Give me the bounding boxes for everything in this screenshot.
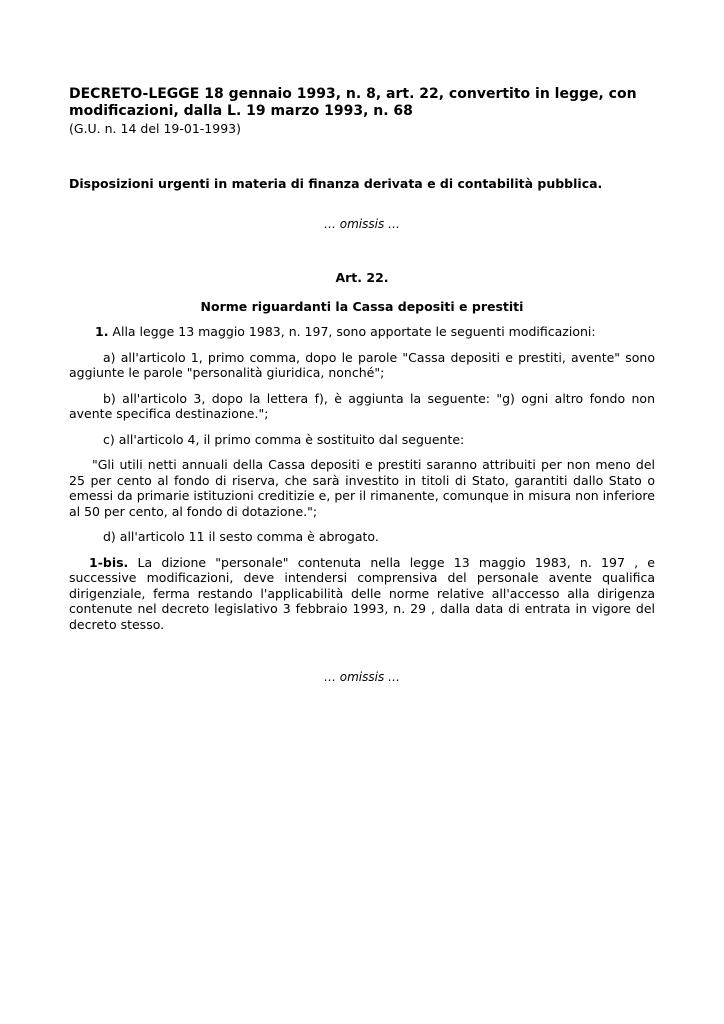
article-title: Norme riguardanti la Cassa depositi e prestiti (200, 299, 524, 314)
quoted-replacement-text: "Gli utili netti annuali della Cassa depositi e prestiti saranno attribuiti per non meno del 25 per cento al fondo di riserva, che sarà investito in titoli di Stato, garantiti dallo Stato o emessi da primarie istituzioni creditizie e, per il rimanente, comunque in misura non inferiore al 50 per cento, al fondo di dotazione."; (69, 457, 655, 519)
paragraph-c: c) all'articolo 4, il primo comma è sostituito dal seguente: (103, 431, 465, 447)
decree-subject: Disposizioni urgenti in materia di finanza derivata e di contabilità pubblica. (69, 176, 603, 191)
paragraph-1-bis (69, 555, 655, 633)
paragraph-1 (69, 324, 655, 340)
paragraph-1-bis-text: La dizione "personale" contenuta nella legge 13 maggio 1983, n. 197 , e successive modificazioni, deve intendersi comprensiva del personale avente qualifica dirigenziale, ferma restando l'applicabilità delle norme relative all'accesso alla dirigenza contenute nel decreto legislativo 3 febbraio 1993, n. 29 , dalla data di entrata in vigore del decreto stesso. (69, 554, 655, 632)
document-title: DECRETO-LEGGE 18 gennaio 1993, n. 8, art. 22, convertito in legge, con modificazioni, dalla L. 19 marzo 1993, n. 68 (69, 86, 637, 119)
paragraph-1-bis-number: 1-bis. (89, 554, 129, 570)
gazette-reference: (G.U. n. 14 del 19-01-1993) (69, 121, 241, 136)
omissis-bottom: … omissis … (323, 670, 401, 684)
document-page (69, 86, 655, 685)
paragraph-d: d) all'articolo 11 il sesto comma è abrogato. (103, 529, 379, 544)
paragraph-a: a) all'articolo 1, primo comma, dopo le parole "Cassa depositi e prestiti, avente" sono aggiunte le parole "personalità giuridica, nonché"; (69, 349, 655, 380)
paragraph-1-number: 1. (95, 324, 109, 339)
omissis-top: … omissis … (323, 217, 401, 231)
paragraph-b: b) all'articolo 3, dopo la lettera f), è aggiunta la seguente: "g) ogni altro fondo non avente specifica destinazione."; (69, 390, 655, 421)
paragraph-1-text: Alla legge 13 maggio 1983, n. 197, sono apportate le seguenti modificazioni: (108, 324, 596, 339)
article-number: Art. 22. (335, 270, 389, 285)
